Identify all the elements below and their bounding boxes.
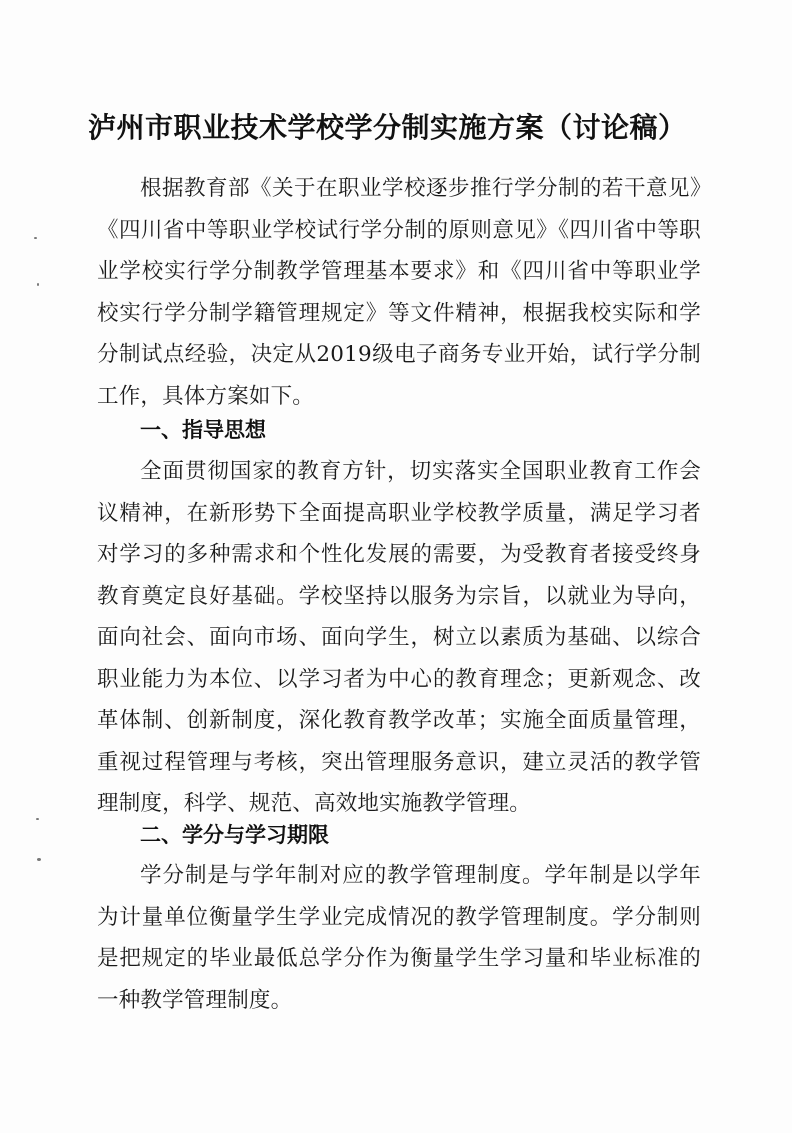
section-paragraph-guiding-ideology: 全面贯彻国家的教育方针，切实落实全国职业教育工作会议精神，在新形势下全面提高职业学校教学质量，满足学习者对学习的多种需求和个性化发展的需要，为受教育者接受终身教育奠定良好基础。学校坚持以服务为宗旨，以就业为导向，面向社会、面向市场、面向学生，树立以素质为基础、以综合职业能力为本位、以学习者为中心的教育理念；更新观念、改革体制、创新制度，深化教育教学改革；实施全面质量管理，重视过程管理与考核，突出管理服务意识，建立灵活的教学管理制度，科学、规范、高效地实施教学管理。 xyxy=(97,459,701,816)
section-paragraph-credits-and-study-period: 学分制是与学年制对应的教学管理制度。学年制是以学年为计量单位衡量学生学业完成情况的教学管理制度。学分制则是把规定的毕业最低总学分作为衡量学生学习量和毕业标准的一种教学管理制度。 xyxy=(97,863,701,1013)
section-heading-credits-and-study-period: 二、学分与学习期限 xyxy=(140,823,329,847)
document-title: 泸州市职业技术学校学分制实施方案（讨论稿） xyxy=(88,111,687,144)
scan-speck xyxy=(37,283,39,286)
intro-paragraph: 根据教育部《关于在职业学校逐步推行学分制的若干意见》《四川省中等职业学校试行学分制的原则意见》《四川省中等职业学校实行学分制教学管理基本要求》和《四川省中等职业学校实行学分制学籍管理规定》等文件精神，根据我校实际和学分制试点经验，决定从2019级电子商务专业开始，试行学分制工作，具体方案如下。 xyxy=(97,176,701,409)
scan-speck xyxy=(36,818,39,820)
section-heading-guiding-ideology: 一、指导思想 xyxy=(140,418,266,442)
scan-speck xyxy=(37,858,41,861)
scan-speck xyxy=(34,237,37,239)
